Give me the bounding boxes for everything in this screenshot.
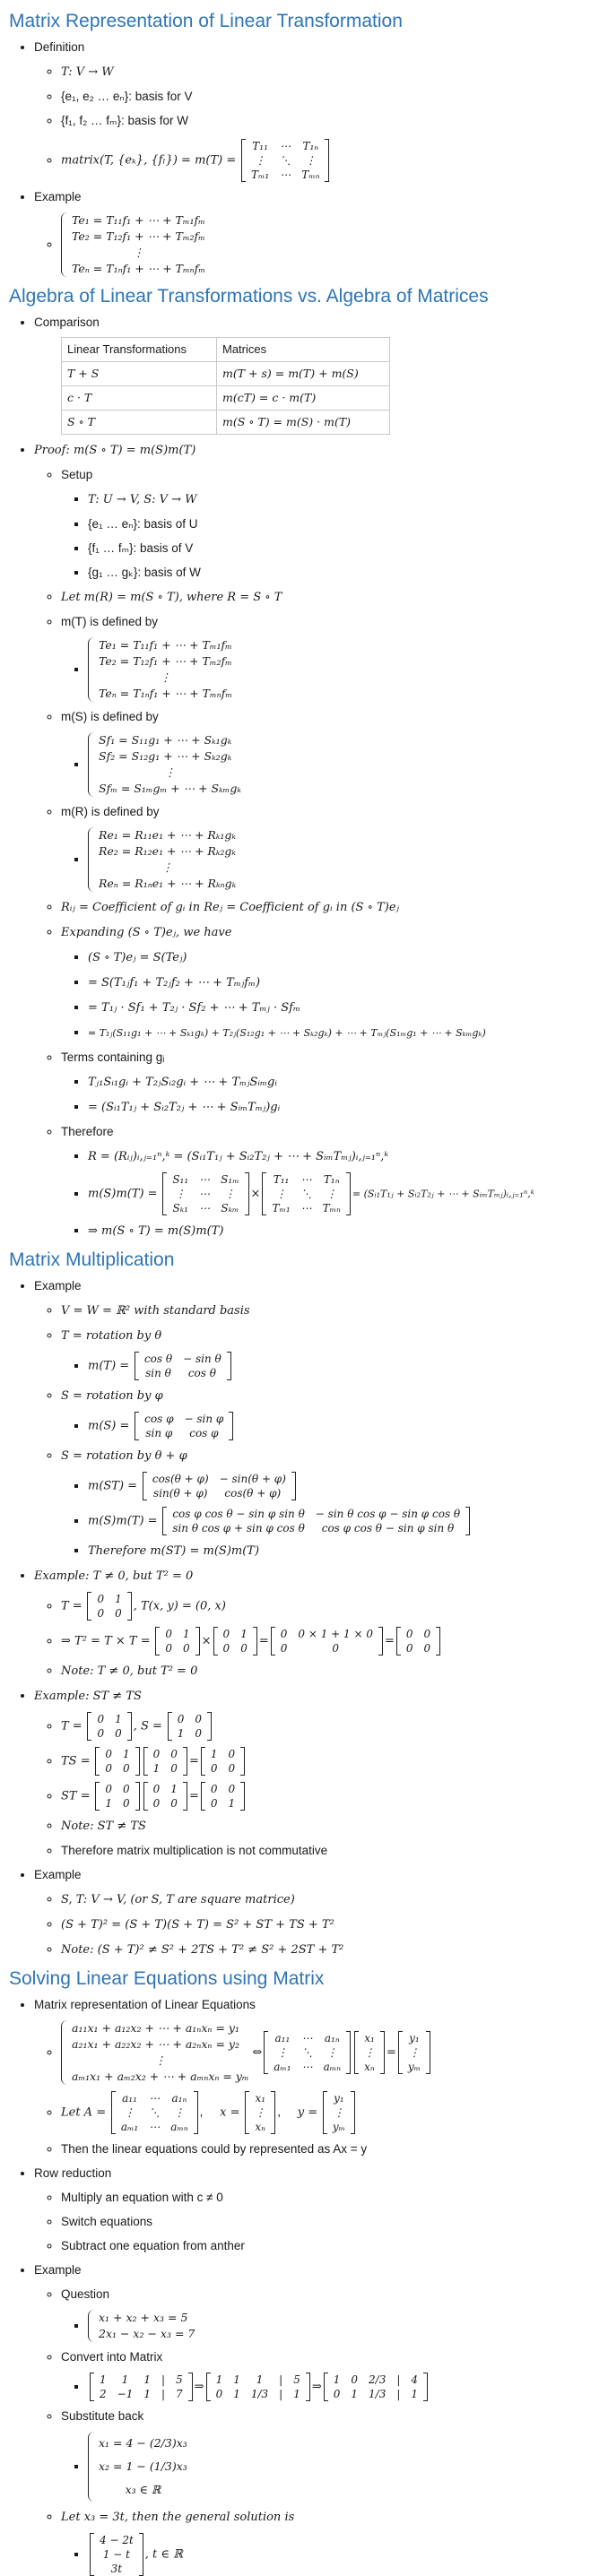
matrix-mt: T₁₁ ⋯ T₁ₙ ⋮ ⋱ ⋮ Tₘ₁ ⋯ Tₘₙ: [241, 139, 329, 182]
definition-item: [34, 39, 599, 182]
example-item: • Example ◦ Te₁ = T₁₁f₁ + ⋯ + Tₘ₁fₘ Te₂ = T₁₂f₁ + ⋯ + Tₘ₂fₘ ⋮ Teₙ = T₁ₙf₁ + ⋯ + Tₘₙfₘ: [34, 188, 599, 277]
def-item-4: ◦ matrix(T, {eₖ}, {fₗ}) = m(T) = T₁₁ ⋯ T₁ₙ ⋮ ⋱ ⋮ Tₘ₁ ⋯ Tₘₙ: [61, 139, 599, 182]
definition-label: Definition: [34, 40, 85, 54]
section-heading-solving-linear-equations: Solving Linear Equations using Matrix: [9, 1968, 325, 1989]
def-item-1: ◦ T: V → W: [61, 63, 599, 82]
document: Matrix Representation of Linear Transformation • Definition ◦ T: V → W ◦ {e₁, e₂ … eₙ}: basis for V ◦ {f₁, f₂ … fₘ}: basis for W ◦ matrix(T, {eₖ}, {fₗ}) = m(T) = T₁₁ ⋯ T₁ₙ ⋮ ⋱ ⋮ Tₘ₁ ⋯ Tₘₙ • Example ◦ Te₁ = T₁₁f₁ + ⋯ + Tₘ₁fₘ Te₂ = T₁₂f₁ + ⋯ + Tₘ₂fₘ ⋮ Teₙ = T₁ₙf₁ + ⋯ + Tₘₙfₘ Algebra of Linear Transformations vs. Algebra of Matrices • Comparison Linear Transformations Matrices T + S m(T + s) = m(T) + m(S) c · T m(cT) = c · m(T) S ∘ T m(S ∘ T) = m(S) · m(T) • Proof: m(S ∘ T) = m(S)m(T) ◦ Setup ▪ T: U → V, S: V → W ▪ {e₁ … eₙ}: basis of U ▪ {f₁ … fₘ}: basis of V ▪ {g₁ … gₖ}: basis of W ◦ Let m(R) = m(S ∘ T), where R = S ∘ T ◦ m(T) is defined by ▪ Te₁ = T₁₁f₁ + ⋯ + Tₘ₁fₘ Te₂ = T₁₂f₁ + ⋯ + Tₘ₂fₘ ⋮ Teₙ = T₁ₙf₁ + ⋯ + Tₘₙfₘ ◦ m(S) is defined by ▪ Sf₁ = S₁₁g₁ + ⋯ + Sₖ₁gₖ Sf₂ = S₁₂g₁ + ⋯ + Sₖ₂gₖ ⋮ Sfₘ = S₁ₘgₘ + ⋯ + Sₖₘgₖ ◦ m(R) is defined by ▪ Re₁ = R₁₁e₁ + ⋯ + Rₖ₁gₖ Re₂ = R₁₂e₁ + ⋯ + Rₖ₂gₖ ⋮ Reₙ = R₁ₙe₁ + ⋯ + Rₖₙgₖ ◦ Rᵢⱼ = Coefficient of gᵢ in Reⱼ = Coefficient of gᵢ in (S ∘ T)eⱼ ◦ Expanding (S ∘ T)eⱼ, we have ▪ (S ∘ T)eⱼ = S(Teⱼ) ▪ = S(T₁ⱼf₁ + T₂ⱼf₂ + ⋯ + Tₘⱼfₘ) ▪ = T₁ⱼ · Sf₁ + T₂ⱼ · Sf₂ + ⋯ + Tₘⱼ · Sfₘ ▪ = T₁ⱼ(S₁₁g₁ + ⋯ + Sₖ₁gₖ) + T₂ⱼ(S₁₂g₁ + ⋯ + Sₖ₂gₖ) + ⋯ + Tₘⱼ(S₁ₘg₁ + ⋯ + Sₖₘgₖ) ◦ Terms containing gᵢ ▪ Tⱼ₁Sᵢ₁gᵢ + T₂ⱼSᵢ₂gᵢ + ⋯ + TₘⱼSᵢₘgᵢ ▪ = (Sᵢ₁T₁ⱼ + Sᵢ₂T₂ⱼ + ⋯ + SᵢₘTₘⱼ)gᵢ ◦ Therefore ▪ R = (Rᵢⱼ)ᵢ,ⱼ₌₁ⁿ,ᵏ = (Sᵢ₁T₁ⱼ + Sᵢ₂T₂ⱼ + ⋯ + SᵢₘTₘⱼ)ᵢ,ⱼ₌₁ⁿ,ᵏ ▪ m(S)m(T) = S₁₁ ⋯ S₁ₘ ⋮ ⋯ ⋮ Sₖ₁ ⋯ Sₖₘ × T₁₁ ⋯ T₁ₙ ⋮ ⋱ ⋮ Tₘ₁ ⋯ Tₘₙ = (Sᵢ₁T₁ⱼ + Sᵢ₂T₂ⱼ + ⋯ + SᵢₘTₘⱼ)ᵢ,ⱼ₌₁ⁿ,ᵏ ▪ ⇒ m(S ∘ T) = m(S)m(T) Matrix Multiplication • Example ◦ V = W = ℝ² with standard basis ◦ T = rotation by θ ▪ m(T) = cos θ − sin θ sin θ cos θ ◦ S = rotation by φ ▪ m(S) = cos φ − sin φ sin φ cos φ ◦ S = rotation by θ + φ ▪ m(ST) = cos(θ + φ) − sin(θ + φ) sin(θ + φ) cos(θ + φ) ▪ m(S)m(T) = cos φ cos θ − sin φ sin θ − sin θ cos φ − sin φ cos θ sin θ cos φ + sin φ cos θ cos φ cos θ − sin φ sin θ ▪ Therefore m(ST) = m(S)m(T) • Example: T ≠ 0, but T² = 0 ◦ T = 0 1 0 0 , T(x, y) = (0, x) ◦ ⇒ T² = T × T = 0 1 0 0 × 0 1 0 0 = 0 0 × 1 + 1 × 0 0 0 = 0 0 0 0 ◦ Note: T ≠ 0, but T² = 0 • Example: ST ≠ TS ◦ T = 0 1 0 0 , S = 0 0 1 0 ◦ TS = 0 1 0 0 0 0 1 0 = 1 0 0 0 ◦ ST = 0 0 1 0 0 1 0 0 = 0 0 0 1 ◦ Note: ST ≠ TS ◦ Therefore matrix multiplication is not commutative • Example ◦ S, T: V → V, (or S, T are square matrice) ◦ (S + T)² = (S + T)(S + T) = S² + ST + TS + T² ◦ Note: (S + T)² ≠ S² + 2TS + T² ≠ S² + 2ST + T² Solving Linear Equations using Matrix • Matrix representation of Linear Equations ◦ a₁₁x₁ + a₁₂x₂ + ⋯ + a₁ₙxₙ = y₁ a₂₁x₁ + a₂₂x₂ + ⋯ + a₂ₙxₙ = y₂ ⋮ aₘ₁x₁ + aₘ₂x₂ + ⋯ + aₘₙxₙ = yₘ ⇔ a₁₁ ⋯ a₁ₙ ⋮ ⋱ ⋮ aₘ₁ ⋯ aₘₙ x₁ ⋮ xₙ = y₁ ⋮ yₘ ◦ Let A = a₁₁ ⋯ a₁ₙ ⋮ ⋱ ⋮ aₘ₁ ⋯ aₘₙ , x = x₁ ⋮ xₙ , y = y₁ ⋮ yₘ ◦ Then the linear equations could by represented as Ax = y • Row reduction ◦ Multiply an equation with c ≠ 0 ◦ Switch equations ◦ Subtract one equation from anther • Example ◦ Question ▪ x₁ + x₂ + x₃ = 5 2x₁ − x₂ − x₃ = 7 ◦ Convert into Matrix ▪ 1 1 1 | 5 2 −1 1 | 7 ⇒ 1 1 1 | 5 0 1 1/3 | 1 ⇒ 1 0 2/3 | 4 0 1 1/3 | 1 ◦ Substitute back ▪ x₁ = 4 − (2/3)x₃ x₂ = 1 − (1/3)x₃ x₃ ∈ ℝ ◦ Let x₃ = 3t, then the general solution is ▪ 4 − 2t 1 − t 3t , t ∈ ℝ: [0, 0, 608, 2576]
proof-item: • Proof: m(S ∘ T) = m(S)m(T) ◦ Setup ▪ T: U → V, S: V → W ▪ {e₁ … eₙ}: basis of U ▪ {f₁ … fₘ}: basis of V ▪ {g₁ … gₖ}: basis of W ◦ Let m(R) = m(S ∘ T), where R = S ∘ T ◦ m(T) is defined by ▪ Te₁ = T₁₁f₁ + ⋯ + Tₘ₁fₘ Te₂ = T₁₂f₁ + ⋯ + Tₘ₂fₘ ⋮ Teₙ = T₁ₙf₁ + ⋯ + Tₘₙfₘ ◦ m(S) is defined by ▪ Sf₁ = S₁₁g₁ + ⋯ + Sₖ₁gₖ Sf₂ = S₁₂g₁ + ⋯ + Sₖ₂gₖ ⋮ Sfₘ = S₁ₘgₘ + ⋯ + Sₖₘgₖ ◦ m(R) is defined by ▪ Re₁ = R₁₁e₁ + ⋯ + Rₖ₁gₖ Re₂ = R₁₂e₁ + ⋯ + Rₖ₂gₖ ⋮ Reₙ = R₁ₙe₁ + ⋯ + Rₖₙgₖ ◦ Rᵢⱼ = Coefficient of gᵢ in Reⱼ = Coefficient of gᵢ in (S ∘ T)eⱼ ◦ Expanding (S ∘ T)eⱼ, we have ▪ (S ∘ T)eⱼ = S(Teⱼ) ▪ = S(T₁ⱼf₁ + T₂ⱼf₂ + ⋯ + Tₘⱼfₘ) ▪ = T₁ⱼ · Sf₁ + T₂ⱼ · Sf₂ + ⋯ + Tₘⱼ · Sfₘ ▪ = T₁ⱼ(S₁₁g₁ + ⋯ + Sₖ₁gₖ) + T₂ⱼ(S₁₂g₁ + ⋯ + Sₖ₂gₖ) + ⋯ + Tₘⱼ(S₁ₘg₁ + ⋯ + Sₖₘgₖ) ◦ Terms containing gᵢ ▪ Tⱼ₁Sᵢ₁gᵢ + T₂ⱼSᵢ₂gᵢ + ⋯ + TₘⱼSᵢₘgᵢ ▪ = (Sᵢ₁T₁ⱼ + Sᵢ₂T₂ⱼ + ⋯ + SᵢₘTₘⱼ)gᵢ ◦ Therefore ▪ R = (Rᵢⱼ)ᵢ,ⱼ₌₁ⁿ,ᵏ = (Sᵢ₁T₁ⱼ + Sᵢ₂T₂ⱼ + ⋯ + SᵢₘTₘⱼ)ᵢ,ⱼ₌₁ⁿ,ᵏ ▪ m(S)m(T) = S₁₁ ⋯ S₁ₘ ⋮ ⋯ ⋮ Sₖ₁ ⋯ Sₖₘ × T₁₁ ⋯ T₁ₙ ⋮ ⋱ ⋮ Tₘ₁ ⋯ Tₘₙ = (Sᵢ₁T₁ⱼ + Sᵢ₂T₂ⱼ + ⋯ + SᵢₘTₘⱼ)ᵢ,ⱼ₌₁ⁿ,ᵏ ▪ ⇒ m(S ∘ T) = m(S)m(T): [34, 441, 599, 1240]
comparison-table: Linear Transformations Matrices T + S m(T + s) = m(T) + m(S) c · T m(cT) = c · m(T) S ∘ T m(S ∘ T) = m(S) · m(T): [61, 337, 390, 435]
def-item-2: ◦ {e₁, e₂ … eₙ}: basis for V: [61, 88, 599, 106]
section-heading-matrix-multiplication: Matrix Multiplication: [9, 1249, 175, 1270]
comparison-item: • Comparison Linear Transformations Matrices T + S m(T + s) = m(T) + m(S) c · T m(cT) = c · m(T) S ∘ T m(S ∘ T) = m(S) · m(T): [34, 314, 599, 435]
section-heading-matrix-representation: Matrix Representation of Linear Transformation: [9, 11, 403, 31]
def-item-3: ◦ {f₁, f₂ … fₘ}: basis for W: [61, 112, 599, 130]
equation-system: ◦ Te₁ = T₁₁f₁ + ⋯ + Tₘ₁fₘ Te₂ = T₁₂f₁ + ⋯ + Tₘ₂fₘ ⋮ Teₙ = T₁ₙf₁ + ⋯ + Tₘₙfₘ: [61, 212, 205, 277]
section-heading-algebra: Algebra of Linear Transformations vs. Algebra of Matrices: [9, 286, 489, 307]
